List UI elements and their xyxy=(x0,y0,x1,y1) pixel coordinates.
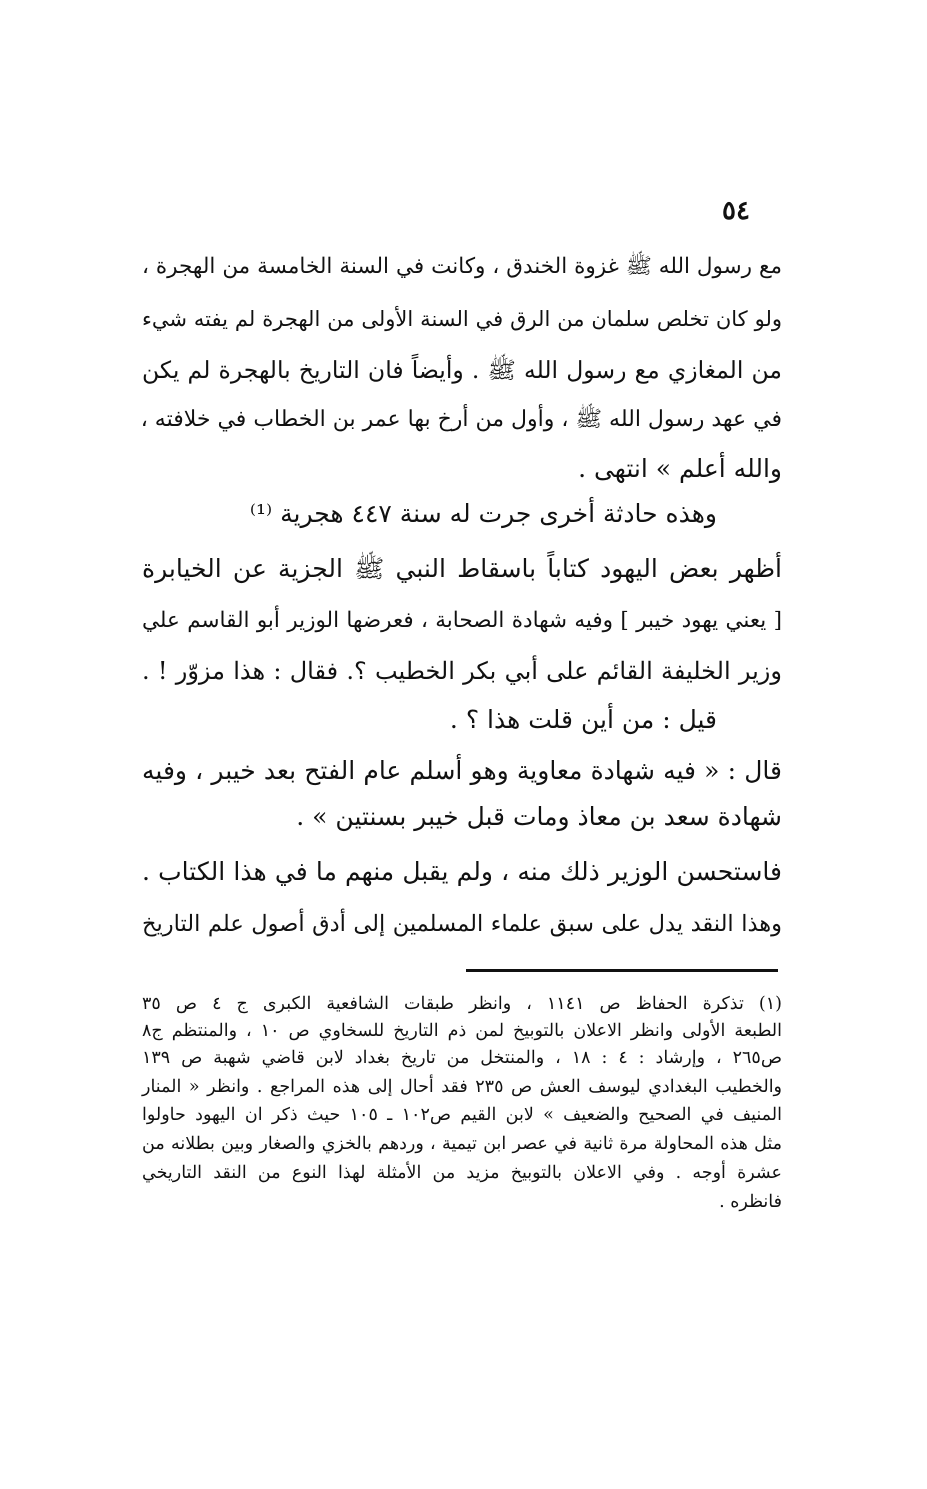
footnote-line-5: المنيف في الصحيح والضعيف » لابن القيم ص١٠٢ ـ ١٠٥ حيث ذكر ان اليهود حاولوا xyxy=(142,1105,782,1125)
body-line-2: ولو كان تخلص سلمان من الرق في السنة الأولى من الهجرة لم يفته شيء xyxy=(142,307,782,331)
body-line-9: وزير الخليفة القائم على أبي بكر الخطيب ؟. فقال : هذا مزوّر ! . xyxy=(142,657,782,685)
footnote-line-3: ص٢٦٥ ، وإرشاد : ٤ : ١٨ ، والمنتخل من تاريخ بغداد لابن قاضي شهبة ص ١٣٩ xyxy=(142,1048,782,1068)
footnote-line-1: (١) تذكرة الحفاظ ص ١١٤١ ، وانظر طبقات الشافعية الكبرى ج ٤ ص ٣٥ xyxy=(142,994,782,1014)
body-line-6-heading: وهذه حادثة أخرى جرت له سنة ٤٤٧ هجرية ⁽¹⁾ xyxy=(249,499,717,528)
body-line-7: أظهر بعض اليهود كتاباً باسقاط النبي ﷺ الجزية عن الخيابرة xyxy=(142,554,782,583)
body-line-5: والله أعلم » انتهى . xyxy=(578,454,782,483)
page-number: ٥٤ xyxy=(722,196,750,226)
footnote-line-4: والخطيب البغدادي ليوسف العش ص ٢٣٥ فقد أحال إلى هذه المراجع . وانظر « المنار xyxy=(142,1077,783,1097)
body-line-11: قال : « فيه شهادة معاوية وهو أسلم عام الفتح بعد خيبر ، وفيه xyxy=(142,756,782,785)
body-line-10: قيل : من أين قلت هذا ؟ . xyxy=(449,705,717,734)
body-line-8: [ يعني يهود خيبر ] وفيه شهادة الصحابة ، فعرضها الوزير أبو القاسم علي xyxy=(142,608,782,633)
footnote-line-2: الطبعة الأولى وانظر الاعلان بالتوبيخ لمن ذم التاريخ للسخاوي ص ١٠ ، والمنتظم ج٨ xyxy=(142,1021,782,1041)
body-line-1: مع رسول الله ﷺ غزوة الخندق ، وكانت في السنة الخامسة من الهجرة ، xyxy=(142,254,782,279)
body-line-12: شهادة سعد بن معاذ ومات قبل خيبر بسنتين » . xyxy=(296,802,782,831)
body-line-14: وهذا النقد يدل على سبق علماء المسلمين إلى أدق أصول علم التاريخ xyxy=(142,911,782,937)
footnote-line-7: عشرة أوجه . وفي الاعلان بالتوبيخ مزيد من الأمثلة لهذا النوع من النقد التاريخي xyxy=(142,1163,782,1183)
body-line-3: من المغازي مع رسول الله ﷺ . وأيضاً فان التاريخ بالهجرة لم يكن xyxy=(142,356,782,384)
footnote-line-6: مثل هذه المحاولة مرة ثانية في عصر ابن تيمية ، وردهم بالخزي والصغار وبين بطلانه من xyxy=(142,1134,782,1154)
footnote-line-8: فانظره . xyxy=(719,1192,782,1212)
body-line-4: في عهد رسول الله ﷺ ، وأول من أرخ بها عمر بن الخطاب في خلافته ، xyxy=(140,407,782,432)
footnote-rule xyxy=(466,969,778,972)
body-line-13: فاستحسن الوزير ذلك منه ، ولم يقبل منهم ما في هذا الكتاب . xyxy=(142,857,782,886)
